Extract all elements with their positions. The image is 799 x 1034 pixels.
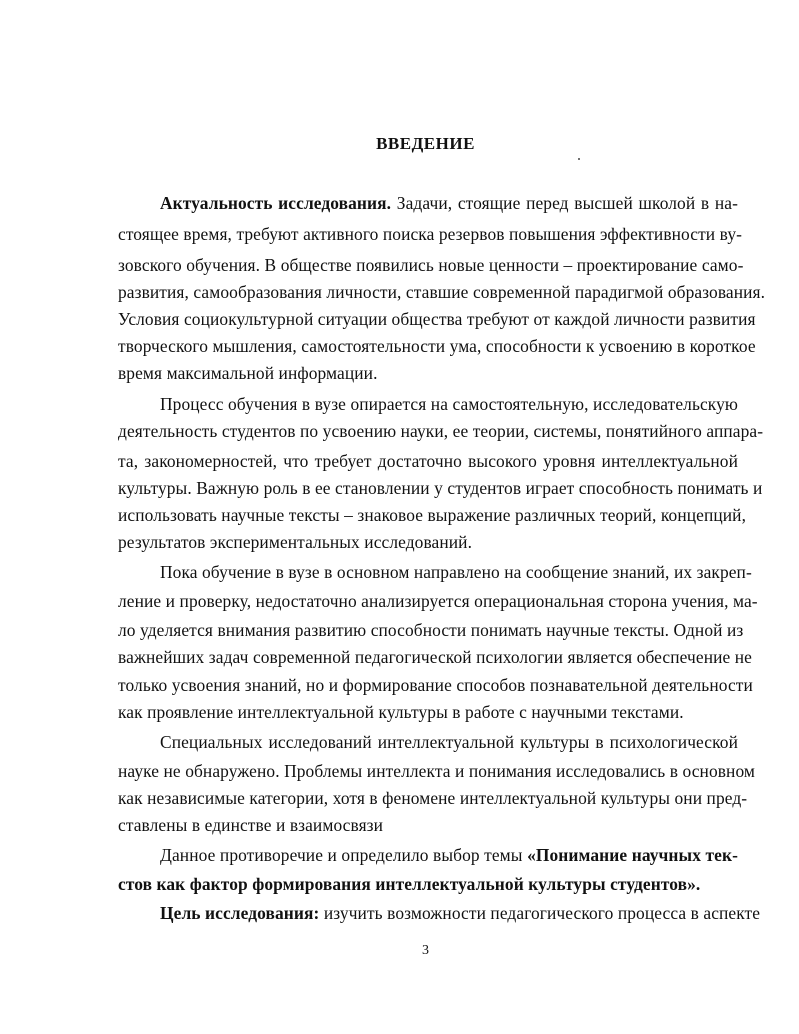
text-line: ление и проверку, недостаточно анализируется операциональная сторона учения, ма- [118, 591, 758, 611]
bold-topic-run: стов как фактор формирования интеллектуальной культуры студентов». [118, 874, 701, 894]
text-line: зовского обучения. В обществе появились новые ценности – проектирование само- [118, 255, 744, 275]
text-line: науке не обнаружено. Проблемы интеллекта и понимания исследовались в основном [118, 761, 756, 781]
text-line [160, 193, 738, 213]
scan-speck [578, 158, 580, 160]
text-line: творческого мышления, самостоятельности ума, способности к усвоению в короткое [118, 336, 756, 356]
bold-heading-run: Цель исследования: [160, 903, 320, 923]
text-line: только усвоения знаний, но и формирование способов познавательной деятельности [118, 675, 753, 695]
text-line: ло уделяется внимания развитию способности понимать научные тексты. Одной из [118, 620, 744, 640]
text-line: использовать научные тексты – знаковое выражение различных теорий, концепций, [118, 505, 747, 525]
text-line: Пока обучение в вузе в основном направлено на сообщение знаний, их закреп- [160, 562, 752, 582]
text-line: как независимые категории, хотя в феномене интеллектуальной культуры они пред- [118, 788, 748, 808]
text-run: Задачи, стоящие перед высшей школой в на- [391, 193, 738, 213]
text-line: культуры. Важную роль в ее становлении у студентов играет способность понимать и [118, 478, 763, 498]
text-run: Данное противоречие и определило выбор темы [160, 845, 528, 865]
text-run: изучить возможности педагогического процесса в аспекте [319, 903, 761, 923]
text-line: развития, самообразования личности, ставшие современной парадигмой образования. [118, 282, 766, 302]
page-title: ВВЕДЕНИЕ [376, 134, 475, 153]
text-line: результатов экспериментальных исследований. [118, 532, 473, 552]
page-number: 3 [422, 943, 429, 958]
text-line: ставлены в единстве и взаимосвязи [118, 815, 384, 835]
text-line: деятельность студентов по усвоению науки, ее теории, системы, понятийного аппара- [118, 421, 764, 441]
text-line: Условия социокультурной ситуации общества требуют от каждой личности развития [118, 309, 756, 329]
text-line: как проявление интеллектуальной культуры в работе с научными текстами. [118, 702, 684, 722]
text-line [160, 845, 738, 865]
bold-topic-run: «Понимание научных тек- [527, 845, 738, 865]
text-line: время максимальной информации. [118, 363, 378, 383]
text-line [160, 903, 761, 923]
text-line: та, закономерностей, что требует достаточно высокого уровня интеллектуальной [118, 451, 738, 471]
text-line: стоящее время, требуют активного поиска резервов повышения эффективности ву- [118, 224, 743, 244]
text-line [118, 874, 738, 894]
text-line: Специальных исследований интеллектуальной культуры в психологической [160, 732, 738, 752]
bold-heading-run: Актуальность исследования. [160, 193, 392, 213]
text-line: важнейших задач современной педагогической психологии является обеспечение не [118, 647, 752, 667]
text-line: Процесс обучения в вузе опирается на самостоятельную, исследовательскую [160, 394, 738, 414]
